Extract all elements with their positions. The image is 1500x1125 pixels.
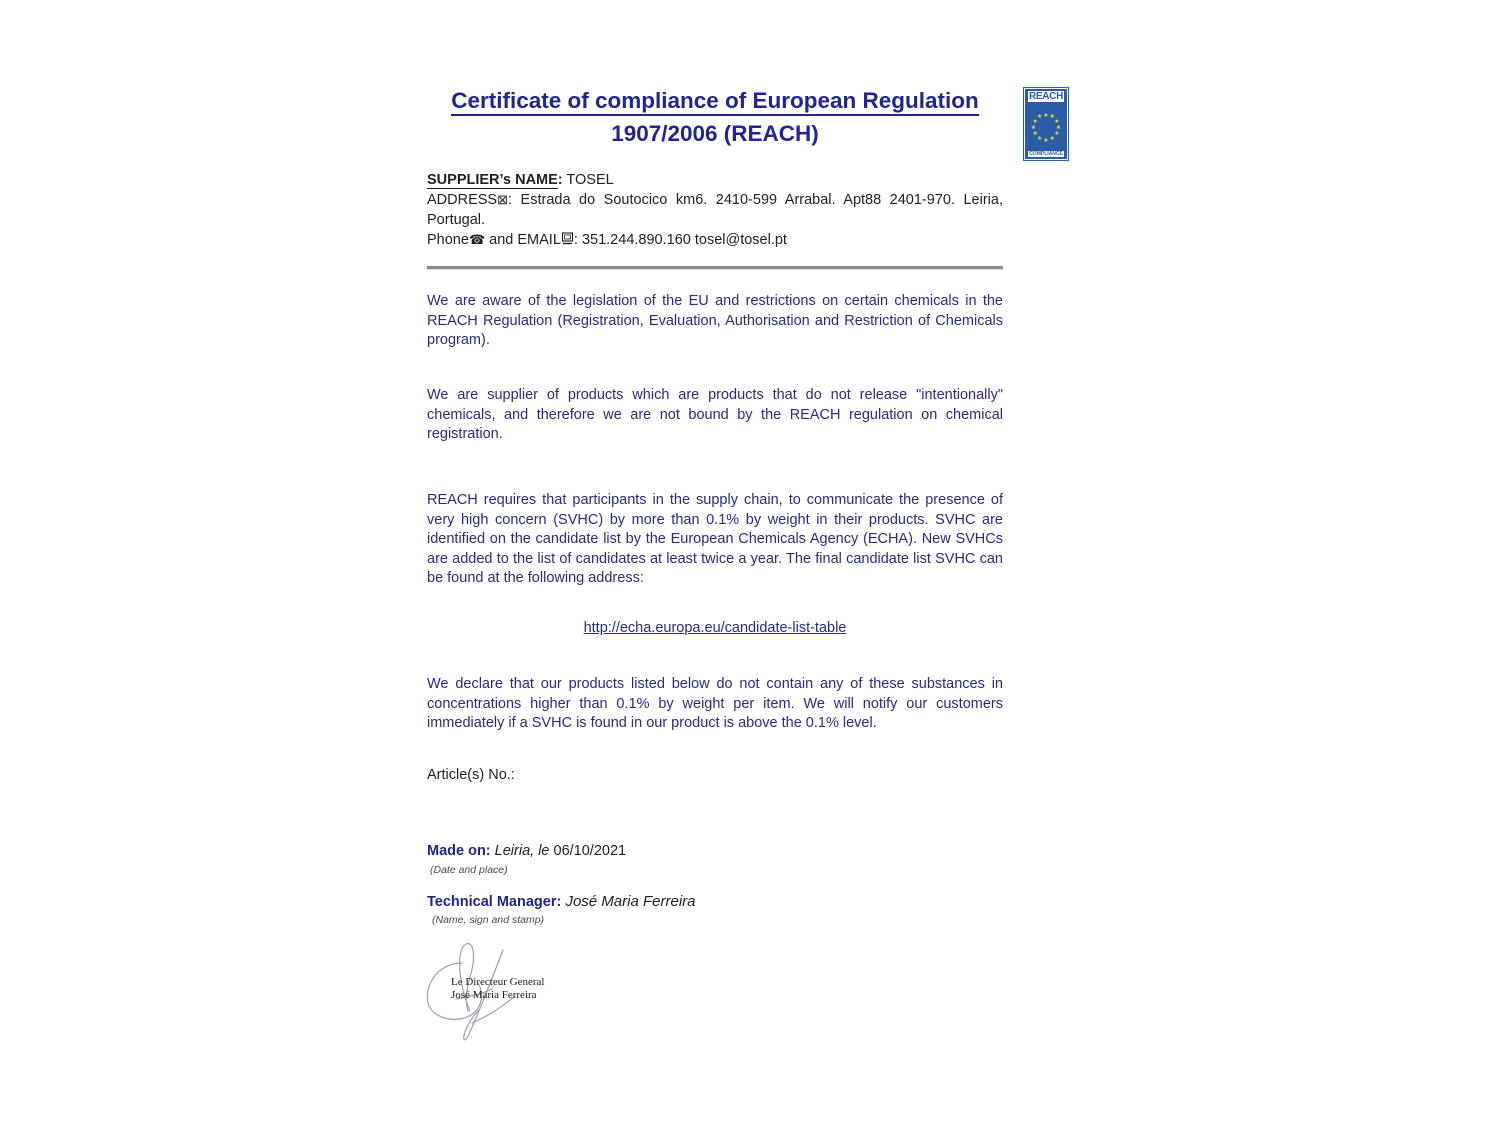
supplier-name-line (427, 170, 1003, 190)
supplier-name-value: TOSEL (562, 172, 614, 188)
star-icon: ★ (1037, 135, 1043, 142)
technical-manager-line (427, 893, 1003, 910)
star-icon: ★ (1049, 114, 1055, 121)
star-icon: ★ (1032, 131, 1038, 138)
supplier-address-line (427, 190, 1003, 230)
paragraph-declaration: We declare that our products listed below do not contain any of these substances in concentrations higher than 0.1% by weight per item. We will notify our customers immediately if a SVHC is found in our product is above the 0.1% level. (427, 676, 1003, 731)
paragraph-reach-requirements: REACH requires that participants in the supply chain, to communicate the presence of very high concern (SVHC) by more than 0.1% by weight in their products. SVHC are identified on the candidate list by the European Chemicals Agency (ECHA). New SVHCs are added to the list of candidates at least twice a year. The final candidate list SVHC can be found at the following address: (427, 492, 1003, 586)
star-icon: ★ (1043, 137, 1049, 144)
section-divider (427, 266, 1003, 270)
contact-value: : 351.244.890.160 tosel@tosel.pt (573, 232, 787, 248)
signature-text-line1: Le Directeur General (451, 976, 545, 988)
reach-logo-title: REACH (1028, 91, 1064, 102)
signature-text-line2: José Maria Ferreira (451, 989, 537, 1001)
reach-compliance-logo (1023, 87, 1069, 161)
document-title-line2: 1907/2006 (REACH) (611, 121, 819, 146)
star-icon: ★ (1049, 135, 1055, 142)
made-on-line (427, 843, 1003, 859)
candidate-list-link-line (427, 619, 1003, 637)
eu-stars (1025, 103, 1067, 150)
phone-icon: ☎ (468, 232, 486, 247)
address-value: : Estrada do Soutocico km6. 2410-599 Arrabal. Apt88 2401-970. Leiria, Portugal. (427, 192, 1003, 228)
made-on-place: Leiria, le (490, 843, 554, 859)
envelope-icon: ⊠ (497, 192, 509, 207)
supplier-block (427, 170, 1003, 250)
supplier-name-colon: : (557, 172, 563, 188)
candidate-list-link[interactable]: http://echa.europa.eu/candidate-list-table (583, 620, 847, 636)
reach-logo-compliance-label: COMPLIANCE (1029, 151, 1063, 157)
date-place-note: (Date and place) (430, 864, 508, 876)
computer-icon (561, 232, 574, 245)
star-icon: ★ (1030, 125, 1037, 131)
paragraph-supplier-status: We are supplier of products which are products that do not release "intentionally" chemicals, and therefore we are not bound by the REACH regulation on chemical registration. (427, 387, 1003, 442)
document-title (427, 84, 1003, 150)
technical-manager-label: Technical Manager: (427, 894, 562, 910)
star-icon: ★ (1043, 112, 1049, 119)
phone-label: Phone (427, 232, 469, 248)
signature-stamp (418, 933, 578, 1053)
document-title-line1-text: Certificate of compliance of European Regulation (451, 88, 979, 116)
made-on-date: 06/10/2021 (553, 843, 627, 859)
articles-line: Article(s) No.: (427, 767, 515, 783)
star-icon: ★ (1037, 114, 1043, 121)
star-icon: ★ (1054, 131, 1060, 138)
email-label: and EMAIL (485, 232, 561, 248)
technical-manager-name: José Maria Ferreira (561, 893, 696, 910)
signature-text (451, 976, 544, 1002)
made-on-label: Made on: (427, 843, 491, 859)
supplier-name-label: SUPPLIER’s NAME (427, 172, 558, 188)
address-label: ADDRESS (427, 192, 498, 208)
sign-stamp-note: (Name, sign and stamp) (432, 914, 545, 926)
star-icon: ★ (1032, 118, 1038, 125)
star-icon: ★ (1054, 118, 1060, 125)
document-title-line1 (427, 84, 1003, 117)
supplier-contact-line (427, 230, 1003, 250)
paragraph-awareness: We are aware of the legislation of the EU and restrictions on certain chemicals in the REACH Regulation (Registration, Evaluation, Authorisation and Restriction of Chemicals program). (427, 293, 1003, 348)
star-icon: ★ (1055, 125, 1062, 131)
reach-logo-body (1025, 89, 1067, 159)
